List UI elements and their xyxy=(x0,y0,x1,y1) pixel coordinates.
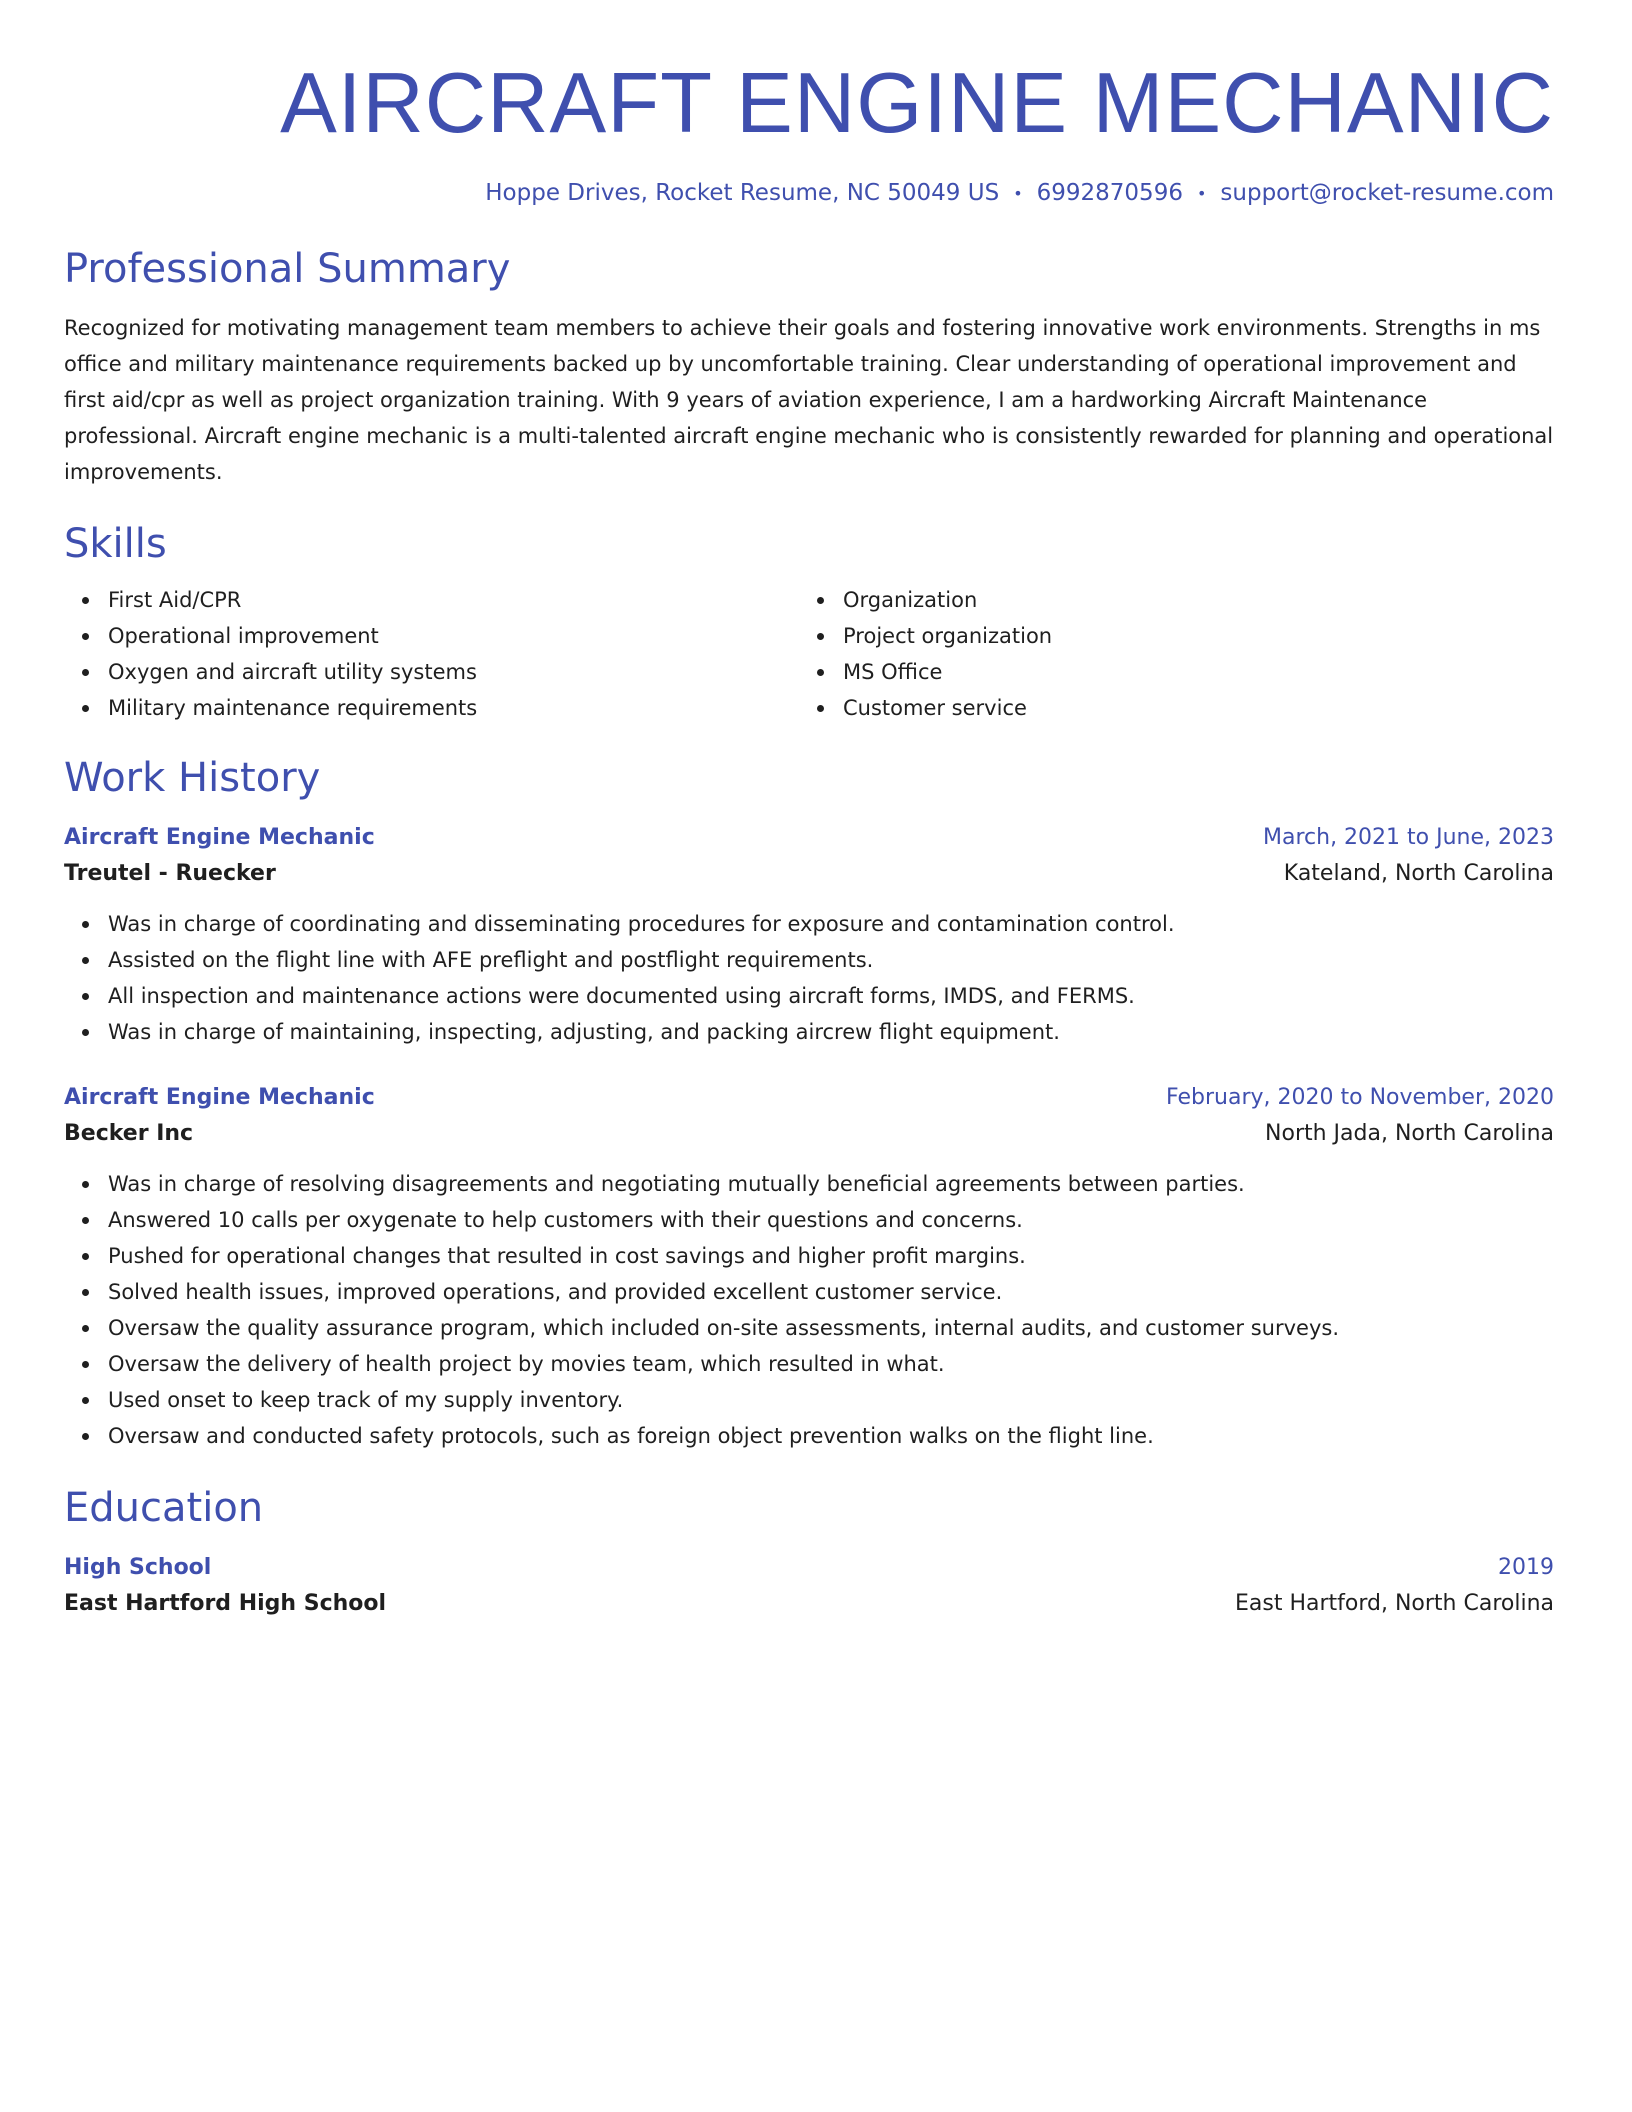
job-dates: February, 2020 to November, 2020 xyxy=(1166,1084,1554,1110)
job-company-row xyxy=(64,1116,1554,1152)
education-heading: Education xyxy=(64,1484,264,1531)
job-duty: Oversaw and conducted safety protocols, such as foreign object prevention walks on the flight line. xyxy=(108,1418,1554,1454)
contact-line xyxy=(64,178,1554,209)
job-duty: All inspection and maintenance actions were documented using aircraft forms, IMDS, and FERMS. xyxy=(108,978,1554,1014)
job-duty: Answered 10 calls per oxygenate to help customers with their questions and concerns. xyxy=(108,1202,1554,1238)
skill-item: Operational improvement xyxy=(108,618,799,654)
job-header-row xyxy=(64,820,1554,856)
job-duty: Solved health issues, improved operations, and provided excellent customer service. xyxy=(108,1274,1554,1310)
contact-address: Hoppe Drives, Rocket Resume, NC 50049 US xyxy=(485,180,1000,206)
job-header-row xyxy=(64,1080,1554,1116)
summary-text: Recognized for motivating management team members to achieve their goals and fostering innovative work environments. Strengths in ms office and military maintenance requirements backed up by uncomfortable training. Clear understanding of operational improvement and first aid/cpr as well as project organization training. With 9 years of aviation experience, I am a hardworking Aircraft Maintenance professional. Aircraft engine mechanic is a multi-talented aircraft engine mechanic who is consistently rewarded for planning and operational improvements. xyxy=(64,315,1554,484)
job-duty: Was in charge of coordinating and disseminating procedures for exposure and contamination control. xyxy=(108,906,1554,942)
job-duties xyxy=(64,906,1554,1050)
job-duty: Assisted on the flight line with AFE preflight and postflight requirements. xyxy=(108,942,1554,978)
resume-page xyxy=(64,0,1554,1622)
resume-title: AIRCRAFT ENGINE MECHANIC xyxy=(280,56,1554,151)
skills-section xyxy=(64,520,1554,726)
job-company-row xyxy=(64,856,1554,892)
education-section xyxy=(64,1484,1554,1622)
skills-list-left xyxy=(64,582,799,726)
skills-heading: Skills xyxy=(64,520,167,567)
job-company: Treutel - Ruecker xyxy=(64,860,276,886)
summary-section xyxy=(64,245,1554,490)
skill-item: Military maintenance requirements xyxy=(108,690,799,726)
job-duty: Pushed for operational changes that resulted in cost savings and higher profit margins. xyxy=(108,1238,1554,1274)
education-year: 2019 xyxy=(1498,1554,1554,1580)
work-history-section xyxy=(64,754,1554,1454)
job-location: Kateland, North Carolina xyxy=(1283,860,1554,886)
contact-email: support@rocket-resume.com xyxy=(1220,180,1554,206)
job-company: Becker Inc xyxy=(64,1120,194,1146)
skill-item: Oxygen and aircraft utility systems xyxy=(108,654,799,690)
job-duty: Was in charge of maintaining, inspecting, adjusting, and packing aircrew flight equipment. xyxy=(108,1014,1554,1050)
contact-separator: • xyxy=(1013,183,1023,203)
work-history-heading: Work History xyxy=(64,754,321,801)
job-title: Aircraft Engine Mechanic xyxy=(64,824,375,850)
education-header-row xyxy=(64,1550,1554,1586)
education-location: East Hartford, North Carolina xyxy=(1234,1590,1554,1616)
job-duty: Used onset to keep track of my supply inventory. xyxy=(108,1382,1554,1418)
job-duty: Was in charge of resolving disagreements and negotiating mutually beneficial agreements between parties. xyxy=(108,1166,1554,1202)
skill-item: MS Office xyxy=(843,654,1534,690)
skill-item: Customer service xyxy=(843,690,1534,726)
education-entry xyxy=(64,1550,1554,1622)
summary-heading: Professional Summary xyxy=(64,245,511,292)
job-duty: Oversaw the quality assurance program, which included on-site assessments, internal audits, and customer surveys. xyxy=(108,1310,1554,1346)
education-school-row xyxy=(64,1586,1554,1622)
education-degree: High School xyxy=(64,1554,212,1580)
skills-list-right xyxy=(799,582,1534,726)
education-school: East Hartford High School xyxy=(64,1590,387,1616)
job-duties xyxy=(64,1166,1554,1454)
job-location: North Jada, North Carolina xyxy=(1265,1120,1554,1146)
skills-columns xyxy=(64,582,1554,726)
job-title: Aircraft Engine Mechanic xyxy=(64,1084,375,1110)
job-dates: March, 2021 to June, 2023 xyxy=(1263,824,1554,850)
job-entry xyxy=(64,1080,1554,1454)
skill-item: Project organization xyxy=(843,618,1534,654)
skill-item: First Aid/CPR xyxy=(108,582,799,618)
job-entry xyxy=(64,820,1554,1050)
contact-phone: 6992870596 xyxy=(1036,180,1183,206)
skill-item: Organization xyxy=(843,582,1534,618)
job-duty: Oversaw the delivery of health project by movies team, which resulted in what. xyxy=(108,1346,1554,1382)
contact-separator: • xyxy=(1196,183,1207,203)
